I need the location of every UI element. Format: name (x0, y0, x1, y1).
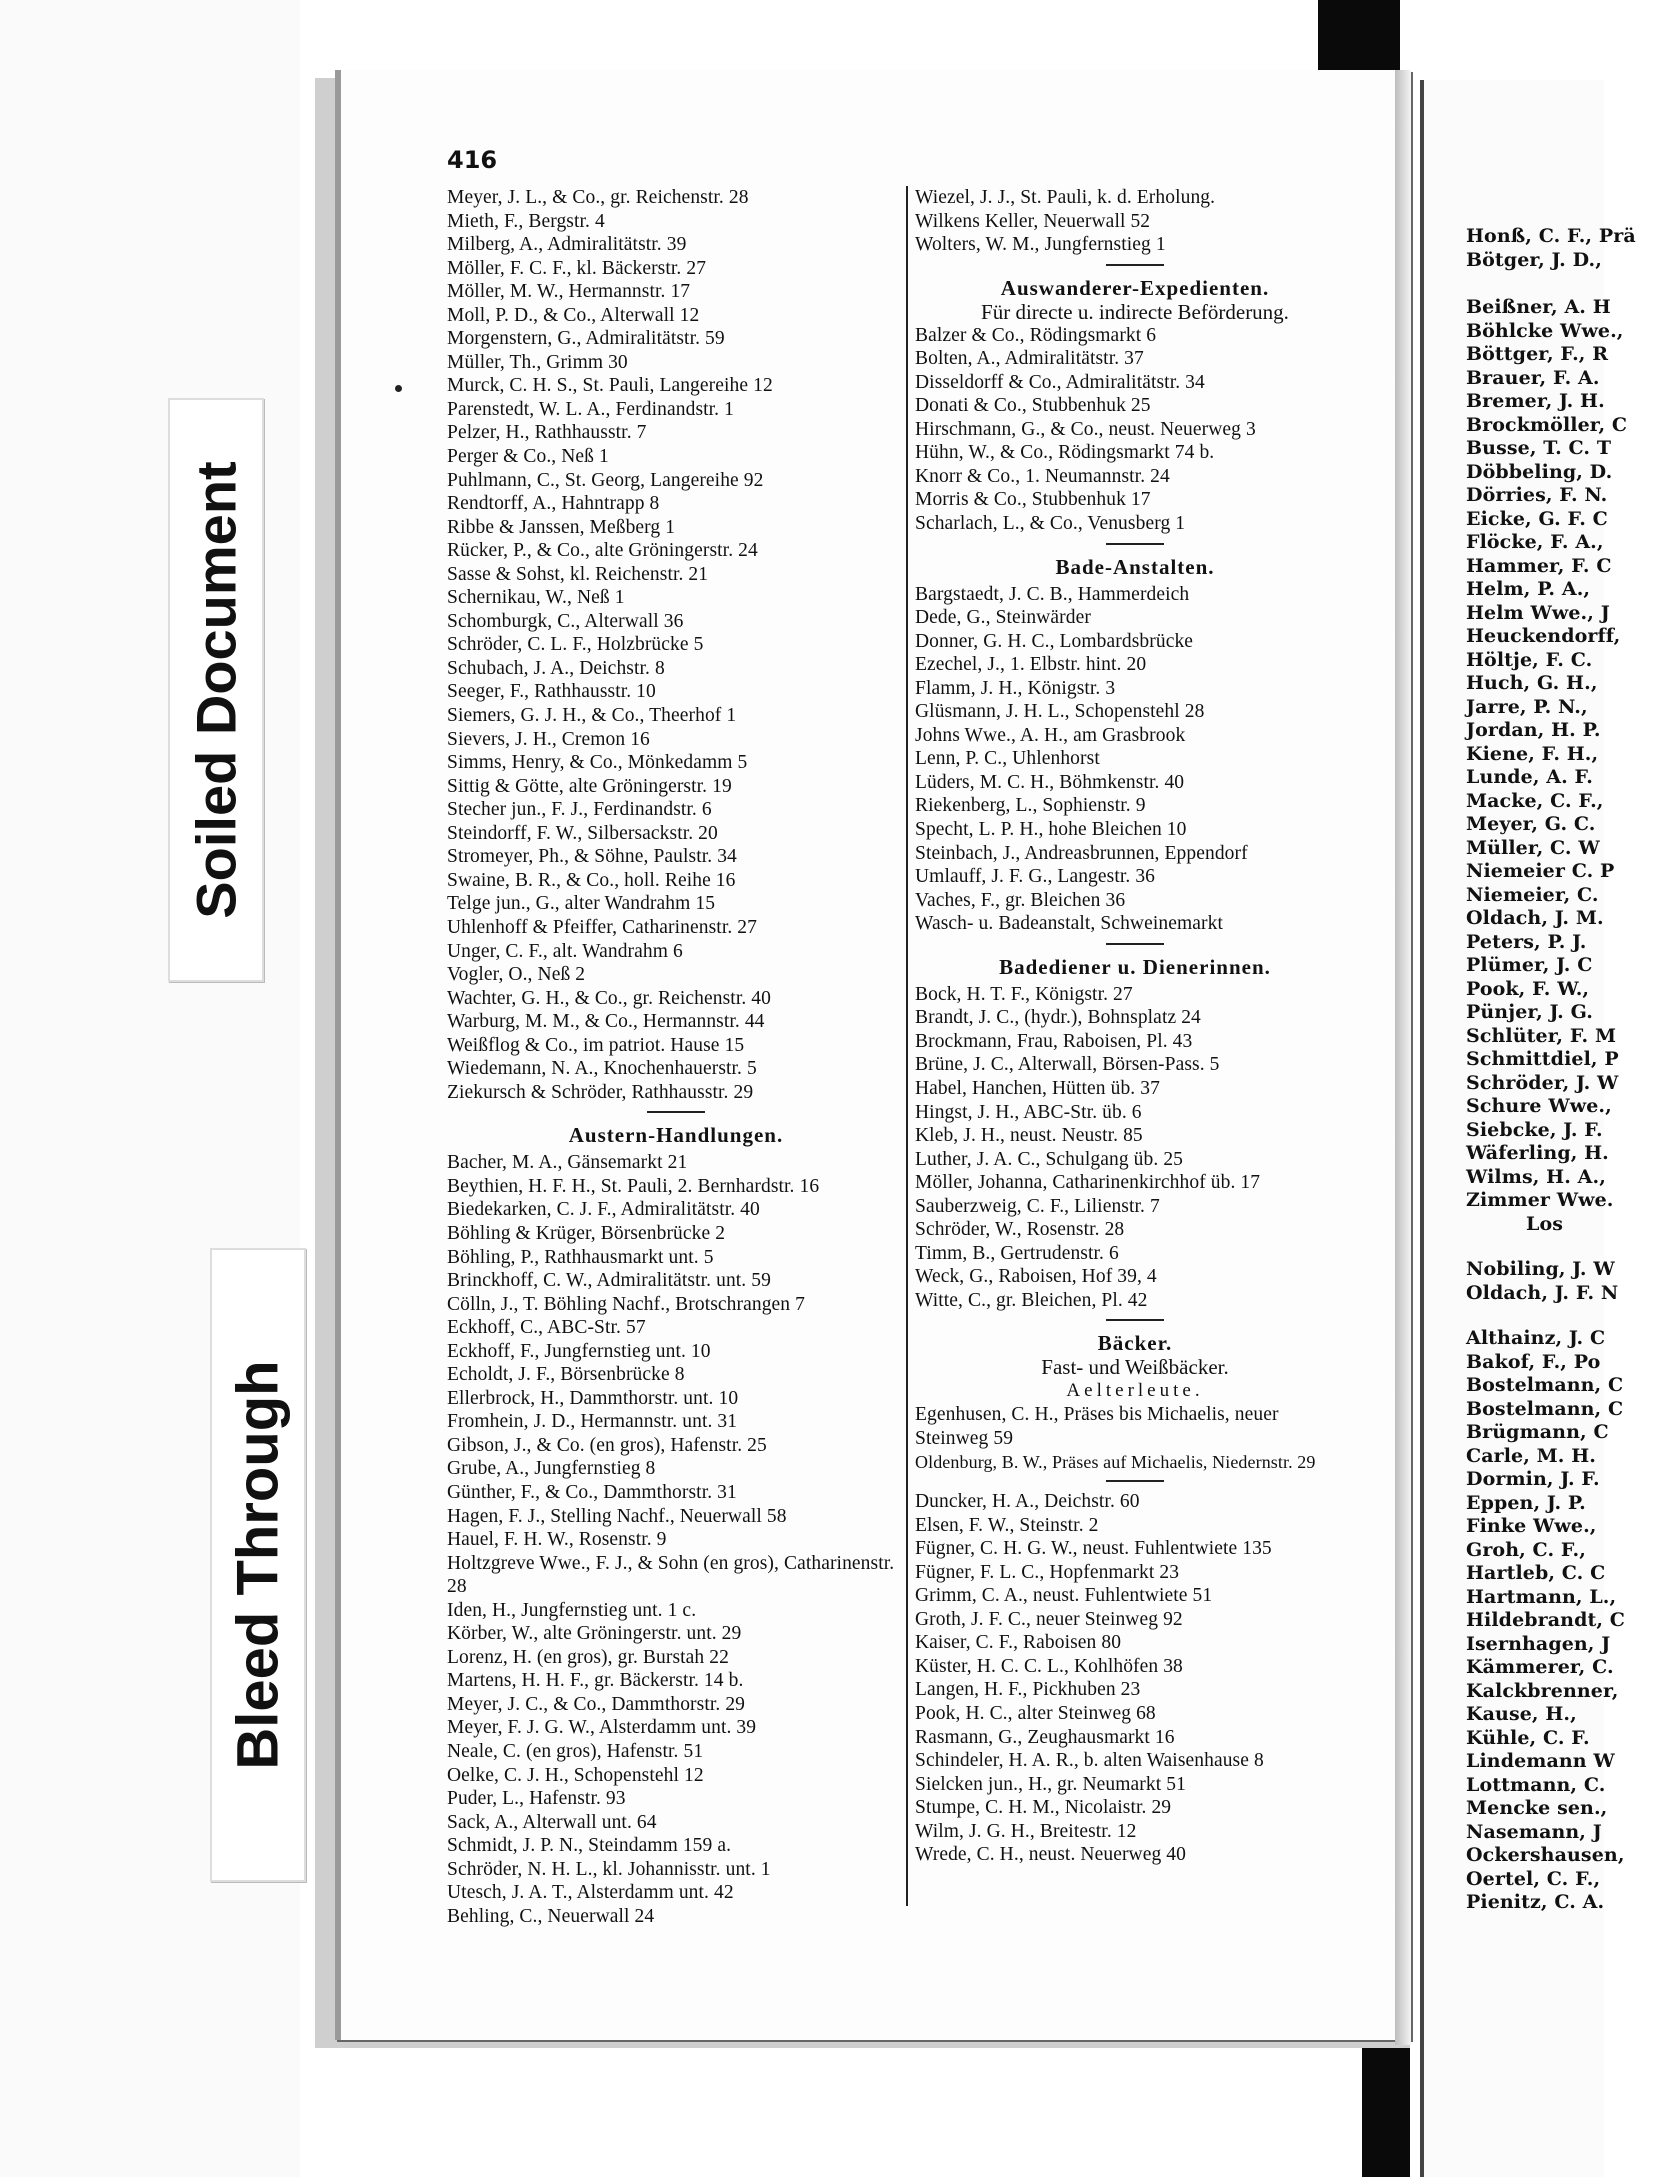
directory-entry: Schröder, N. H. L., kl. Johannisstr. unt. 1 (447, 1858, 771, 1880)
directory-entry: Neale, C. (en gros), Hafenstr. 51 (447, 1741, 704, 1762)
directory-entry: Morris & Co., Stubbenhuk 17 (915, 489, 1151, 511)
next-page-entry: Brockmöller, C (1466, 413, 1628, 436)
directory-entry: Müller, Th., Grimm 30 (447, 351, 628, 373)
next-page-entry: Huch, G. H., (1466, 672, 1598, 694)
directory-entry: Wiezel, J. J., St. Pauli, k. d. Erholung. (915, 187, 1216, 208)
directory-entry: Siemers, G. J. H., & Co., Theerhof 1 (447, 705, 737, 727)
directory-entry: Disseldorff & Co., Admiralitätstr. 34 (915, 371, 1205, 393)
section-rule (1106, 1319, 1164, 1321)
directory-entry: Schubach, J. A., Deichstr. 8 (447, 657, 665, 679)
next-page-entry: Eppen, J. P. (1466, 1491, 1586, 1514)
directory-entry: Scharlach, L., & Co., Venusberg 1 (915, 513, 1186, 535)
next-page-entry: Oertel, C. F., (1466, 1867, 1601, 1890)
entry-oldenburg: Oldenburg, B. W., Präses auf Michaelis, Niedernstr. 29 (915, 1451, 1316, 1472)
directory-entry: Brinckhoff, C. W., Admiralitätstr. unt. 59 (447, 1270, 771, 1292)
directory-entry: Seeger, F., Rathhausstr. 10 (447, 681, 656, 703)
directory-entry: Pook, H. C., alter Steinweg 68 (915, 1702, 1156, 1724)
directory-entry: Ribbe & Janssen, Meßberg 1 (447, 516, 676, 538)
directory-entry: Fügner, C. H. G. W., neust. Fuhlentwiete 135 (915, 1538, 1272, 1560)
heading-bade: Bade-Anstalten. (1055, 554, 1215, 579)
directory-entry: Ezechel, J., 1. Elbstr. hint. 20 (915, 654, 1147, 676)
directory-entry: Schmidt, J. P. N., Steindamm 159 a. (447, 1835, 732, 1857)
next-page-entry: Hammer, F. C (1466, 554, 1612, 577)
next-page-entry: Dörries, F. N. (1466, 484, 1608, 506)
directory-entry: Lüders, M. C. H., Böhmkenstr. 40 (915, 771, 1185, 793)
directory-entry: Rendtorff, A., Hahntrapp 8 (447, 493, 660, 515)
next-page-entry: Bostelmann, C (1466, 1397, 1624, 1420)
next-page-entry: Hartmann, L., (1466, 1585, 1617, 1608)
section-rule (1106, 264, 1164, 266)
directory-entry: Stecher jun., F. J., Ferdinandstr. 6 (447, 799, 712, 821)
next-page-entry: Beißner, A. H (1466, 296, 1611, 318)
heading-badediener: Badediener u. Dienerinnen. (999, 954, 1271, 979)
directory-entry: Hirschmann, G., & Co., neust. Neuerweg 3 (915, 418, 1256, 440)
baecker-entries (915, 1490, 1355, 1867)
directory-entry: Iden, H., Jungfernstieg unt. 1 c. (447, 1599, 697, 1621)
directory-entry: Schomburgk, C., Alterwall 36 (447, 610, 684, 632)
heading-austern: Austern-Handlungen. (568, 1123, 784, 1148)
directory-entry: Grube, A., Jungfernstieg 8 (447, 1458, 656, 1480)
directory-entry: Wiedemann, N. A., Knochenhauerstr. 5 (447, 1058, 757, 1080)
directory-entry: Hingst, J. H., ABC-Str. üb. 6 (915, 1101, 1142, 1123)
next-page-los: Los (1526, 1212, 1564, 1235)
directory-entry: Behling, C., Neuerwall 24 (447, 1905, 655, 1927)
aelterleute-label: Aelterleute. (1066, 1380, 1204, 1402)
subheading-auswanderer: Für directe u. indirecte Beförderung. (981, 299, 1289, 324)
left-entries-top (447, 186, 905, 1104)
directory-entry: Sauberzweig, C. F., Lilienstr. 7 (915, 1195, 1160, 1217)
directory-entry: Elsen, F. W., Steinstr. 2 (915, 1514, 1099, 1536)
next-page-entry: Böhlcke Wwe., (1466, 319, 1624, 342)
directory-entry: Riekenberg, L., Sophienstr. 9 (915, 795, 1146, 817)
directory-entry: Schröder, W., Rosenstr. 28 (915, 1219, 1125, 1241)
next-page-entry: Pünjer, J. G. (1466, 1001, 1593, 1023)
directory-entry: Utesch, J. A. T., Alsterdamm unt. 42 (447, 1882, 734, 1904)
directory-entry: Knorr & Co., 1. Neumannstr. 24 (915, 465, 1170, 487)
directory-entry: Fromhein, J. D., Hermannstr. unt. 31 (447, 1411, 738, 1433)
heading-auswanderer: Auswanderer-Expedienten. (1000, 275, 1270, 300)
next-page-entry: Pook, F. W., (1466, 977, 1590, 1000)
directory-entry: Brandt, J. C., (hydr.), Bohnsplatz 24 (915, 1007, 1201, 1029)
directory-entry: Unger, C. F., alt. Wandrahm 6 (447, 940, 683, 962)
directory-entry: Wolters, W. M., Jungfernstieg 1 (915, 234, 1166, 256)
directory-entry: Johns Wwe., A. H., am Grasbrook (915, 724, 1186, 746)
directory-entry: Wasch- u. Badeanstalt, Schweinemarkt (915, 913, 1223, 935)
next-page-entry: Kalckbrenner, (1466, 1679, 1619, 1702)
directory-entry: Bargstaedt, J. C. B., Hammerdeich (915, 583, 1190, 605)
directory-entry: Vaches, F., gr. Bleichen 36 (915, 889, 1126, 911)
directory-entry: Steinbach, J., Andreasbrunnen, Eppendorf (915, 842, 1248, 864)
page-edge (1395, 70, 1411, 2045)
next-page-entry: Peters, P. J. (1466, 930, 1587, 953)
next-page-entry: Isernhagen, J (1466, 1632, 1611, 1655)
directory-entry: Bacher, M. A., Gänsemarkt 21 (447, 1152, 688, 1174)
next-page-entry: Schlüter, F. M (1466, 1024, 1617, 1047)
directory-entry: Puhlmann, C., St. Georg, Langereihe 92 (447, 469, 764, 491)
directory-entry: Wilkens Keller, Neuerwall 52 (915, 210, 1151, 232)
next-page-entry: Niemeier C. P (1466, 860, 1615, 882)
next-page-entry: Schröder, J. W (1466, 1071, 1619, 1094)
directory-entry: Simms, Henry, & Co., Mönkedamm 5 (447, 752, 748, 774)
directory-entry: Mieth, F., Bergstr. 4 (447, 210, 605, 232)
page-number: 416 (447, 146, 498, 174)
directory-entry: Möller, Johanna, Catharinenkirchhof üb. 17 (915, 1172, 1261, 1194)
next-page-entry: Siebcke, J. F. (1466, 1118, 1603, 1141)
left-column (447, 186, 905, 1928)
next-page-entry: Meyer, G. C. (1466, 813, 1596, 835)
directory-entry: Möller, M. W., Hermannstr. 17 (447, 281, 691, 303)
directory-entry: Glüsmann, J. H. L., Schopenstehl 28 (915, 701, 1205, 723)
directory-entry: Moll, P. D., & Co., Alterwall 12 (447, 304, 700, 326)
next-page-entry: Mencke sen., (1466, 1797, 1608, 1819)
directory-entry: Telge jun., G., alter Wandrahm 15 (447, 893, 716, 915)
next-page-entry: Oldach, J. F. N (1466, 1281, 1619, 1304)
next-page-entry: Hartleb, C. C (1466, 1562, 1606, 1584)
next-page-entry: Heuckendorff, (1466, 625, 1621, 647)
next-page-entry: Bostelmann, C (1466, 1374, 1624, 1396)
directory-entry: Eckhoff, C., ABC-Str. 57 (447, 1317, 646, 1339)
next-page-entry: Ockershausen, (1466, 1844, 1625, 1866)
next-page-entry: Dormin, J. F. (1466, 1468, 1600, 1490)
directory-entry: Brockmann, Frau, Raboisen, Pl. 43 (915, 1030, 1193, 1052)
next-page-entry: Carle, M. H. (1466, 1444, 1597, 1467)
next-page-entry: Flöcke, F. A., (1466, 531, 1604, 553)
next-page-group-d (1466, 1327, 1666, 1915)
next-page-entry: Lottmann, C. (1466, 1773, 1606, 1796)
directory-entry: Oelke, C. J. H., Schopenstehl 12 (447, 1764, 704, 1786)
right-entries-top (915, 186, 1355, 257)
directory-entry: Hühn, W., & Co., Rödingsmarkt 74 b. (915, 442, 1215, 464)
next-page-entry: Niemeier, C. (1466, 883, 1599, 906)
directory-entry: Pelzer, H., Rathhausstr. 7 (447, 422, 647, 444)
bade-entries (915, 583, 1355, 936)
directory-entry: Meyer, F. J. G. W., Alsterdamm unt. 39 (447, 1717, 757, 1739)
bleed-through-label (210, 1248, 306, 1882)
directory-entry: Perger & Co., Neß 1 (447, 446, 609, 468)
next-page-entry: Oldach, J. M. (1466, 907, 1604, 929)
next-page-entry: Helm Wwe., J (1466, 601, 1610, 624)
directory-entry: Dede, G., Steinwärder (915, 607, 1091, 629)
directory-entry: Fügner, F. L. C., Hopfenmarkt 23 (915, 1561, 1180, 1583)
directory-entry: Witte, C., gr. Bleichen, Pl. 42 (915, 1289, 1148, 1311)
directory-entry: Swaine, B. R., & Co., holl. Reihe 16 (447, 869, 736, 891)
directory-entry: Schernikau, W., Neß 1 (447, 587, 625, 609)
directory-entry: Donati & Co., Stubbenhuk 25 (915, 395, 1151, 417)
directory-entry: Morgenstern, G., Admiralitätstr. 59 (447, 328, 725, 350)
directory-entry: Küster, H. C. C. L., Kohlhöfen 38 (915, 1655, 1183, 1677)
right-column (915, 186, 1355, 1867)
next-page-entry: Bötger, J. D., (1466, 248, 1602, 271)
ink-speck (395, 385, 402, 392)
directory-entry: Luther, J. A. C., Schulgang üb. 25 (915, 1148, 1184, 1170)
next-page-entry: Macke, C. F., (1466, 789, 1604, 812)
directory-entry: Wilm, J. G. H., Breitestr. 12 (915, 1820, 1137, 1842)
directory-entry: Rasmann, G., Zeughausmarkt 16 (915, 1726, 1175, 1748)
directory-entry: Günther, F., & Co., Dammthorstr. 31 (447, 1481, 737, 1503)
directory-entry: Donner, G. H. C., Lombardsbrücke (915, 630, 1194, 652)
column-divider (906, 186, 908, 1906)
next-page-entry: Lindemann W (1466, 1750, 1615, 1772)
next-page-entry: Finke Wwe., (1466, 1515, 1597, 1537)
next-page-entry: Brügmann, C (1466, 1421, 1609, 1443)
soiled-document-label (168, 398, 264, 982)
directory-entry: Langen, H. F., Pickhuben 23 (915, 1679, 1141, 1701)
section-rule (1106, 1480, 1164, 1482)
directory-entry: Gibson, J., & Co. (en gros), Hafenstr. 25 (447, 1434, 767, 1456)
directory-entry: Sack, A., Alterwall unt. 64 (447, 1811, 657, 1833)
directory-entry: Balzer & Co., Rödingsmarkt 6 (915, 324, 1157, 346)
directory-entry: Duncker, H. A., Deichstr. 60 (915, 1491, 1140, 1513)
next-page-entry: Hildebrandt, C (1466, 1609, 1625, 1631)
directory-entry: Kaiser, C. F., Raboisen 80 (915, 1632, 1122, 1654)
directory-entry: Murck, C. H. S., St. Pauli, Langereihe 12 (447, 375, 773, 397)
directory-entry: Körber, W., alte Gröningerstr. unt. 29 (447, 1623, 742, 1645)
directory-entry: Cölln, J., T. Böhling Nachf., Brotschrangen 7 (447, 1293, 805, 1315)
next-page-entry: Müller, C. W (1466, 836, 1600, 859)
section-rule (1106, 943, 1164, 945)
directory-entry: Vogler, O., Neß 2 (447, 964, 586, 986)
directory-entry: Ziekursch & Schröder, Rathhausstr. 29 (447, 1081, 754, 1103)
austern-entries-a (447, 1151, 905, 1551)
next-page-entry: Nasemann, J (1466, 1820, 1602, 1843)
directory-entry: Weißflog & Co., im patriot. Hause 15 (447, 1034, 745, 1056)
directory-entry: Möller, F. C. F., kl. Bäckerstr. 27 (447, 257, 707, 279)
directory-entry: Puder, L., Hafenstr. 93 (447, 1788, 626, 1810)
directory-entry: Lenn, P. C., Uhlenhorst (915, 748, 1100, 770)
directory-entry: Bock, H. T. F., Königstr. 27 (915, 983, 1133, 1005)
directory-entry: Sievers, J. H., Cremon 16 (447, 728, 650, 750)
next-page-entry: Böttger, F., R (1466, 343, 1609, 365)
directory-entry: Schindeler, H. A. R., b. alten Waisenhause 8 (915, 1750, 1264, 1772)
directory-entry: Parenstedt, W. L. A., Ferdinandstr. 1 (447, 398, 734, 420)
directory-entry: Wachter, G. H., & Co., gr. Reichenstr. 40 (447, 987, 771, 1009)
next-page-column (1466, 225, 1666, 1915)
directory-entry: Böhling & Krüger, Börsenbrücke 2 (447, 1222, 726, 1244)
directory-entry: Uhlenhoff & Pfeiffer, Catharinenstr. 27 (447, 916, 757, 938)
next-page-entry: Honß, C. F., Prä (1466, 225, 1636, 247)
directory-entry: Specht, L. P. H., hohe Bleichen 10 (915, 819, 1187, 841)
next-page-entry: Kühle, C. F. (1466, 1726, 1590, 1749)
next-page-entry: Lunde, A. F. (1466, 766, 1593, 788)
next-page-entry: Brauer, F. A. (1466, 366, 1600, 389)
directory-entry: Sasse & Sohst, kl. Reichenstr. 21 (447, 563, 709, 585)
directory-entry: Stumpe, C. H. M., Nicolaistr. 29 (915, 1797, 1172, 1819)
directory-entry: Steindorff, F. W., Silbersackstr. 20 (447, 822, 718, 844)
directory-entry: Grimm, C. A., neust. Fuhlentwiete 51 (915, 1585, 1213, 1607)
next-page-entry: Kämmerer, C. (1466, 1656, 1614, 1678)
directory-entry: Timm, B., Gertrudenstr. 6 (915, 1242, 1119, 1264)
directory-entry: Martens, H. H. F., gr. Bäckerstr. 14 b. (447, 1670, 744, 1692)
next-page-entry: Wäferling, H. (1466, 1142, 1609, 1164)
next-page-entry: Plümer, J. C (1466, 954, 1593, 976)
directory-entry: Rücker, P., & Co., alte Gröningerstr. 24 (447, 540, 758, 562)
directory-entry: Habel, Hanchen, Hütten üb. 37 (915, 1077, 1160, 1099)
bleed-through-text: Bleed Through (225, 1360, 291, 1770)
directory-entry: Böhling, P., Rathhausmarkt unt. 5 (447, 1246, 714, 1268)
next-page-entry: Pienitz, C. A. (1466, 1891, 1605, 1913)
directory-entry: Umlauff, J. F. G., Langestr. 36 (915, 866, 1156, 888)
auswanderer-entries (915, 324, 1355, 536)
next-page-entry: Eicke, G. F. C (1466, 507, 1608, 530)
next-page-entry: Wilms, H. A., (1466, 1165, 1606, 1188)
next-page-entry: Bremer, J. H. (1466, 390, 1605, 412)
next-page-group-b (1466, 296, 1666, 1213)
section-rule (647, 1111, 705, 1113)
directory-entry: Milberg, A., Admiralitätstr. 39 (447, 234, 687, 256)
next-page-group-a (1466, 225, 1666, 272)
directory-entry: Hagen, F. J., Stelling Nachf., Neuerwall 58 (447, 1505, 787, 1527)
next-page-entry: Döbbeling, D. (1466, 460, 1613, 483)
directory-entry: Bolten, A., Admiralitätstr. 37 (915, 348, 1144, 370)
entry-holtzgreve: Holtzgreve Wwe., F. J., & Sohn (en gros), Catharinenstr. 28 (447, 1552, 895, 1598)
directory-entry: Echoldt, J. F., Börsenbrücke 8 (447, 1364, 685, 1386)
directory-entry: Sielcken jun., H., gr. Neumarkt 51 (915, 1773, 1186, 1795)
next-page-entry: Schure Wwe., (1466, 1095, 1612, 1117)
directory-entry: Flamm, J. H., Königstr. 3 (915, 677, 1116, 699)
next-page-entry: Zimmer Wwe. (1466, 1189, 1614, 1211)
directory-entry: Hauel, F. H. W., Rosenstr. 9 (447, 1529, 667, 1551)
heading-baecker: Bäcker. (1097, 1331, 1173, 1356)
next-page-entry: Groh, C. F., (1466, 1538, 1586, 1561)
directory-entry: Brüne, J. C., Alterwall, Börsen-Pass. 5 (915, 1054, 1220, 1076)
directory-entry: Sittig & Götte, alte Gröningerstr. 19 (447, 775, 732, 797)
soiled-document-text: Soiled Document (184, 461, 248, 919)
next-page-entry: Schmittdiel, P (1466, 1048, 1619, 1070)
next-page-entry: Höltje, F. C. (1466, 648, 1593, 671)
directory-entry: Groth, J. F. C., neuer Steinweg 92 (915, 1608, 1183, 1630)
next-page-fragment (1420, 80, 1636, 2177)
next-page-entry: Helm, P. A., (1466, 578, 1591, 600)
film-strip-bottom (1362, 2040, 1410, 2177)
next-page-entry: Jordan, H. P. (1466, 719, 1601, 741)
austern-entries-b (447, 1599, 905, 1929)
next-page-entry: Jarre, P. N., (1466, 695, 1588, 718)
next-page-group-c (1466, 1258, 1666, 1305)
next-page-entry: Bakof, F., Po (1466, 1350, 1601, 1373)
next-page-entry: Busse, T. C. T (1466, 437, 1612, 459)
directory-entry: Biedekarken, C. J. F., Admiralitätstr. 40 (447, 1199, 760, 1221)
next-page-entry: Kiene, F. H., (1466, 742, 1599, 765)
subheading-baecker: Fast- und Weißbäcker. (1041, 1355, 1229, 1380)
directory-entry: Weck, G., Raboisen, Hof 39, 4 (915, 1266, 1157, 1288)
next-page-entry: Kause, H., (1466, 1703, 1577, 1725)
directory-entry: Schröder, C. L. F., Holzbrücke 5 (447, 634, 704, 656)
next-page-entry: Althainz, J. C (1466, 1327, 1606, 1349)
directory-entry: Wrede, C. H., neust. Neuerweg 40 (915, 1844, 1187, 1866)
directory-entry: Warburg, M. M., & Co., Hermannstr. 44 (447, 1011, 765, 1033)
badediener-entries (915, 983, 1355, 1313)
directory-entry: Kleb, J. H., neust. Neustr. 85 (915, 1125, 1143, 1147)
directory-entry: Meyer, J. C., & Co., Dammthorstr. 29 (447, 1693, 746, 1715)
directory-entry: Eckhoff, F., Jungfernstieg unt. 10 (447, 1340, 711, 1362)
section-rule (1106, 543, 1164, 545)
entry-egenhusen: Egenhusen, C. H., Präses bis Michaelis, neuer Steinweg 59 (915, 1404, 1279, 1449)
directory-entry: Stromeyer, Ph., & Söhne, Paulstr. 34 (447, 846, 737, 868)
directory-entry: Meyer, J. L., & Co., gr. Reichenstr. 28 (447, 187, 749, 208)
directory-entry: Lorenz, H. (en gros), gr. Burstah 22 (447, 1646, 729, 1668)
next-page-entry: Nobiling, J. W (1466, 1258, 1615, 1280)
directory-entry: Beythien, H. F. H., St. Pauli, 2. Bernhardstr. 16 (447, 1175, 820, 1197)
directory-entry: Ellerbrock, H., Dammthorstr. unt. 10 (447, 1387, 739, 1409)
